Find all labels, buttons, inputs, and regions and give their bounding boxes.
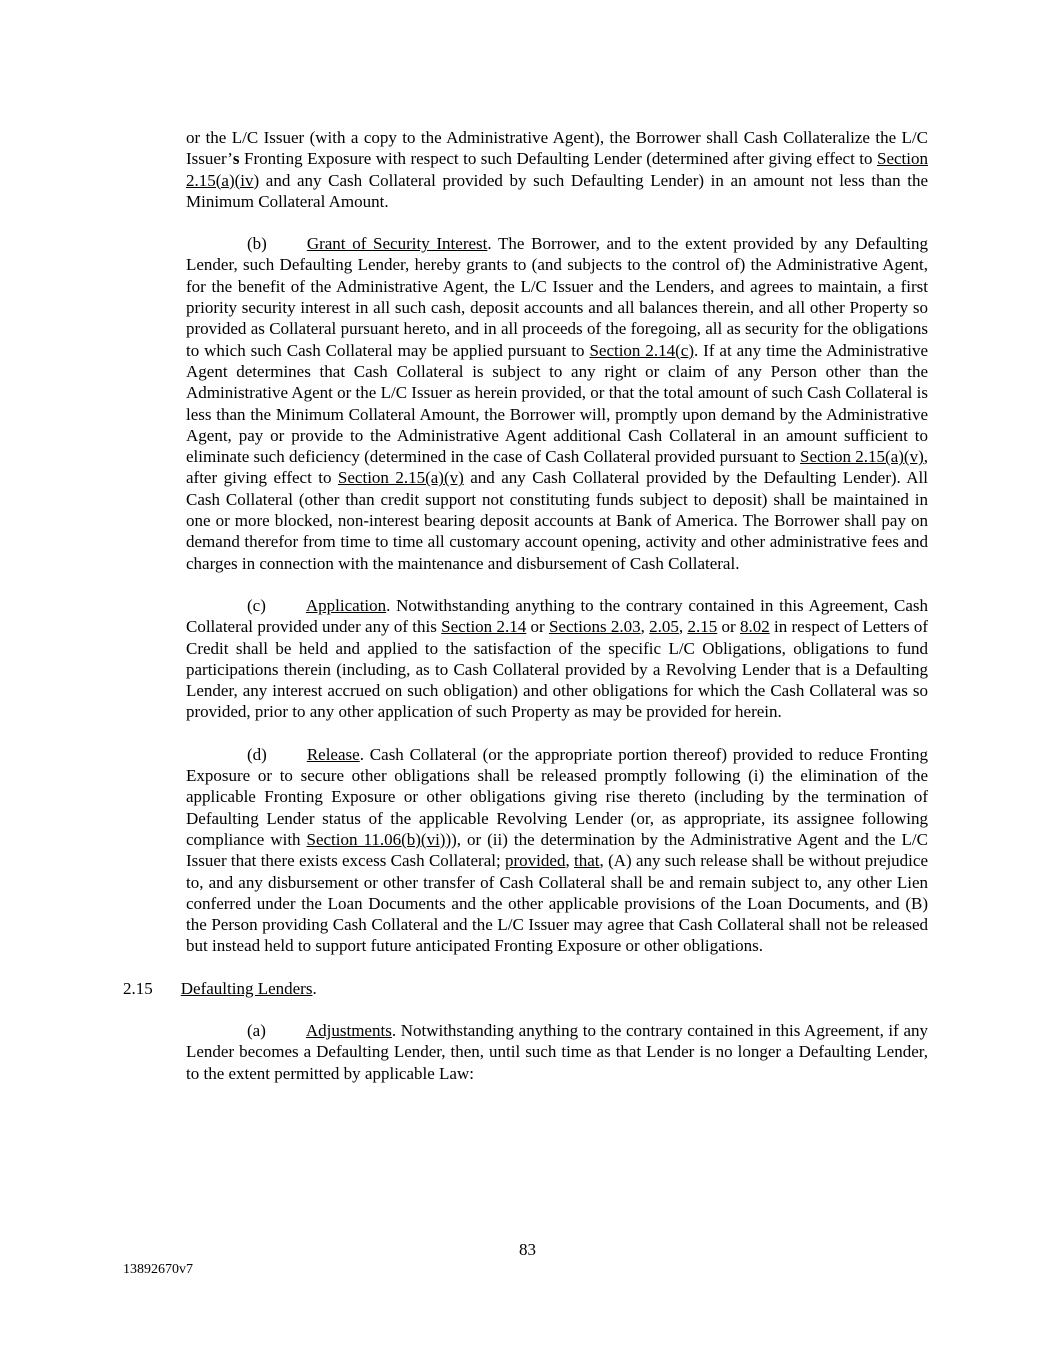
underlined-text: 8.02 — [739, 617, 770, 637]
underlined-text: Section 2.14(c) — [589, 340, 694, 360]
text-run: (c) — [247, 595, 266, 615]
text-run: . — [312, 978, 317, 998]
underlined-text: Application — [305, 595, 387, 615]
text-run: or — [526, 617, 549, 637]
underlined-text: 2.05 — [649, 617, 679, 637]
underlined-text: Sections 2.03 — [548, 617, 641, 637]
underlined-text: Adjustments — [305, 1020, 392, 1040]
text-run: , — [640, 617, 650, 637]
paragraph-a-adjustments — [186, 1020, 928, 1084]
text-run: (d) — [247, 744, 267, 764]
text-run: , after giving effect to — [186, 447, 928, 488]
text-run: or the L/C Issuer (with a copy to the Administrative Agent), the Borrower shall Cash Collateralize the L/C Issuer’ — [186, 128, 928, 169]
paragraph-c-application — [186, 595, 928, 723]
document-body — [123, 127, 929, 1105]
underlined-text: Section 2.15(a)(v) — [800, 447, 924, 467]
text-run: or — [717, 617, 740, 637]
text-run: Fronting Exposure with respect to such Defaulting Lender (determined after giving effect to — [239, 149, 877, 169]
text-run: . Notwithstanding anything to the contrary contained in this Agreement, Cash Collateral provided under any of this — [186, 595, 928, 637]
underlined-text: Release — [306, 744, 360, 764]
text-run: )), or (ii) the determination by the Administrative Agent and the L/C Issuer that there exists excess Cash Collateral; — [186, 829, 928, 871]
paragraph-b-grant-of-security-interest — [186, 233, 928, 574]
underlined-text: Section 2.15(a)(v) — [337, 468, 464, 488]
text-run: in respect of Letters of Credit shall be held and applied to the satisfaction of the specific L/C Obligations, obligations to fund participations therein (including, as to Cash Collateral provided by a Revolving Lender that is a Defaulting Lender, any interest accrued on such obligation) and other obligations for which the Cash Collateral was so provided, prior to any other application of such Property as may be provided for herein. — [186, 617, 929, 722]
text-run: (a) — [247, 1020, 266, 1040]
underlined-text: Defaulting Lenders — [180, 978, 313, 998]
underlined-text: provided — [505, 851, 566, 871]
text-run: and any Cash Collateral provided by the Defaulting Lender). All Cash Collateral (other than credit support not constituting funds subject to deposit) shall be maintained in one or more blocked, non-interest bearing deposit accounts at Bank of America. The Borrower shall pay on demand therefor from time to time all customary account opening, activity and other administrative fees and charges in connection with the maintenance and disbursement of Cash Collateral. — [186, 468, 928, 573]
paragraph-cash-collateralize-continuation — [186, 127, 928, 212]
text-run: and any Cash Collateral provided by such Defaulting Lender) in an amount not less than the Minimum Collateral Amount. — [186, 170, 928, 211]
document-id-footer: 13892670v7 — [123, 1262, 193, 1277]
text-run: . Notwithstanding anything to the contrary contained in this Agreement, if any Lender becomes a Defaulting Lender, then, until such time as that Lender is no longer a Defaulting Lender, to the extent permitted by applicable Law: — [186, 1020, 928, 1083]
text-run: , — [678, 617, 688, 637]
paragraph-d-release — [186, 744, 928, 957]
text-run: . If at any time the Administrative Agent determines that Cash Collateral is subject to any right or claim of any Person other than the Administrative Agent or the L/C Issuer as herein provided, or that the total amount of such Cash Collateral is less than the Minimum Collateral Amount, the Borrower will, promptly upon demand by the Administrative Agent, pay or provide to the Administrative Agent additional Cash Collateral in an amount sufficient to eliminate such deficiency (determined in the case of Cash Collateral provided pursuant to — [186, 340, 929, 467]
text-run: 2.15 — [123, 978, 153, 998]
text-run: , (A) any such release shall be without prejudice to, and any disbursement or other transfer of Cash Collateral shall be and remain subject to, any other Lien conferred under the Loan Documents and the other applicable provisions of the Loan Documents, and (B) the Person providing Cash Collateral and the L/C Issuer may agree that Cash Collateral shall not be released but instead held to support future anticipated Fronting Exposure or other obligations. — [186, 851, 928, 956]
text-run: s — [232, 149, 240, 169]
underlined-text: Grant of Security Interest — [306, 234, 488, 254]
page-number: 83 — [519, 1240, 536, 1259]
underlined-text: Section 11.06(b)(vi) — [306, 829, 446, 849]
section-heading-2-15-defaulting-lenders — [123, 978, 928, 999]
underlined-text: that — [574, 851, 600, 871]
underlined-text: Section 2.14 — [441, 617, 527, 637]
text-run: , — [565, 851, 575, 871]
text-run: . The Borrower, and to the extent provided by any Defaulting Lender, such Defaulting Lender, hereby grants to (and subjects to the control of) the Administrative Agent, for the benefit of the Administrative Agent, the L/C Issuer and the Lenders, and agrees to maintain, a first priority security interest in all such cash, deposit accounts and all balances therein, and all other Property so provided as Collateral pursuant hereto, and in all proceeds of the foregoing, all as security for the obligations to which such Cash Collateral may be applied pursuant to — [186, 234, 928, 360]
text-run: . Cash Collateral (or the appropriate portion thereof) provided to reduce Fronting Exposure or to secure other obligations shall be released promptly following (i) the elimination of the applicable Fronting Exposure or other obligations giving rise thereto (including by the termination of Defaulting Lender status of the applicable Revolving Lender (or, as appropriate, its assignee following compliance with — [186, 744, 928, 849]
underlined-text: 2.15 — [687, 617, 718, 637]
text-run: (b) — [247, 234, 267, 254]
underlined-text: Section 2.15(a)(iv) — [186, 149, 928, 190]
